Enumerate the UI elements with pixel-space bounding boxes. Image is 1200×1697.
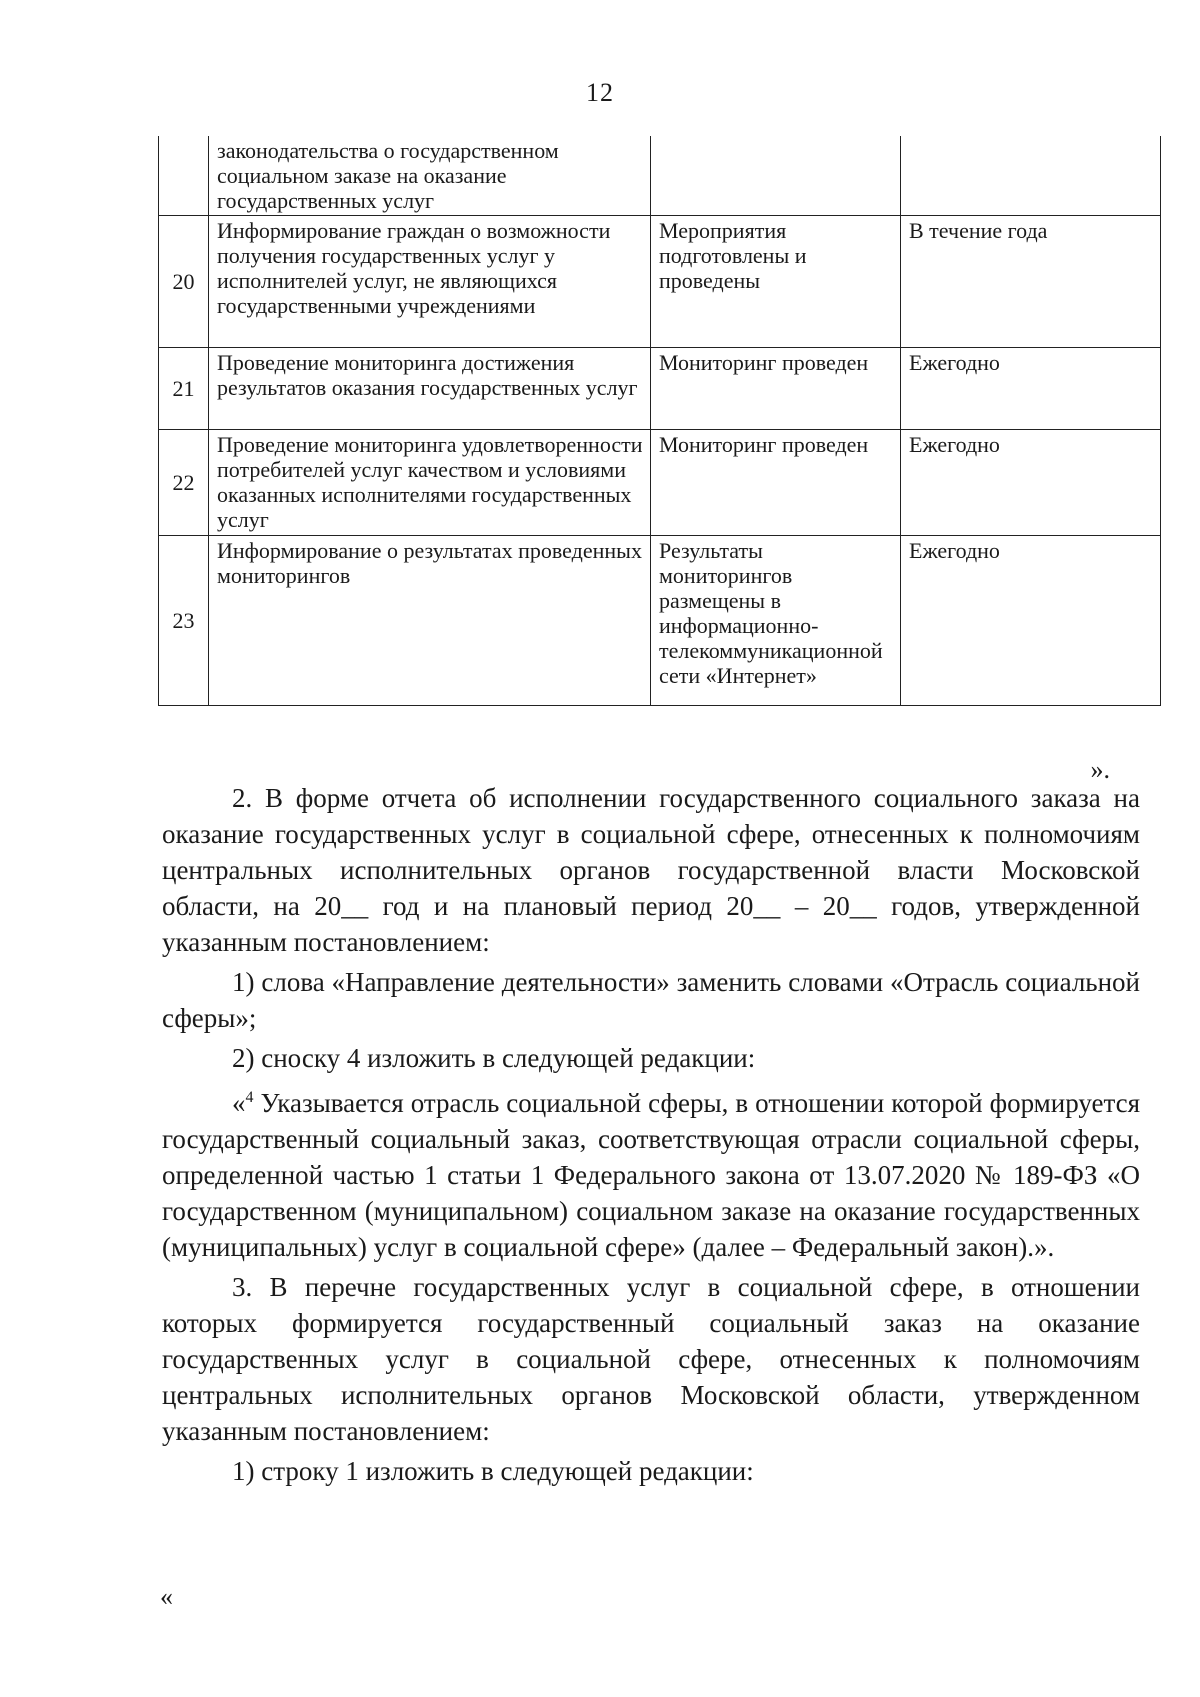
row-result — [651, 136, 901, 216]
row-number: 23 — [159, 536, 209, 706]
footnote-body: Указывается отрасль социальной сферы, в отношении которой формируется государственный социальный заказ, соответствующая отрасли социальной сферы, определенной частью 1 статьи 1 Федерального закона от 13.07.2020 № 189-ФЗ «О государственном (муниципальном) социальном заказе на оказание государственных (муниципальных) услуг в социальной сфере» (далее – Федеральный закон).». — [162, 1088, 1140, 1262]
row-result: Результаты мониторингов размещены в информационно-телекоммуникационной сети «Интернет» — [651, 536, 901, 706]
paragraph-replace-words: 1) слова «Направление деятельности» заменить словами «Отрасль социальной сферы»; — [162, 967, 1140, 1033]
row-term: В течение года — [901, 216, 1161, 348]
paragraph-services-list: 3. В перечне государственных услуг в социальной сфере, в отношении которых формируется государственный социальный заказ на оказание государственных услуг в социальной сфере, отнесенных к полномочиям центральных исполнительных органов Московской области, утвержденном указанным постановлением: — [162, 1272, 1140, 1446]
row-result: Мониторинг проведен — [651, 348, 901, 430]
row-number — [159, 136, 209, 216]
row-number: 20 — [159, 216, 209, 348]
row-description: Проведение мониторинга достижения результатов оказания государственных услуг — [209, 348, 651, 430]
row-description: законодательства о государственном социальном заказе на оказание государственных услуг — [209, 136, 651, 216]
measures-table — [158, 136, 1161, 706]
table-closing-quote: ». — [1090, 755, 1110, 784]
opening-quote: « — [160, 1582, 173, 1611]
footnote-open-quote: « — [232, 1088, 246, 1118]
row-number: 21 — [159, 348, 209, 430]
page-number: 12 — [586, 78, 614, 107]
paragraph-row-edit: 1) строку 1 изложить в следующей редакции: — [232, 1456, 754, 1486]
table-row — [159, 536, 1161, 706]
footnote-marker: 4 — [245, 1089, 254, 1106]
table-row — [159, 430, 1161, 536]
row-result: Мероприятия подготовлены и проведены — [651, 216, 901, 348]
row-description: Информирование граждан о возможности получения государственных услуг у исполнителей услуг, не являющихся государственными учреждениями — [209, 216, 651, 348]
paragraph-report-form: 2. В форме отчета об исполнении государственного социального заказа на оказание государственных услуг в социальной сфере, отнесенных к полномочиям центральных исполнительных органов государственной власти Московской области, на 20__ год и на плановый период 20__ – 20__ годов, утвержденной указанным постановлением: — [162, 783, 1140, 957]
row-description: Информирование о результатах проведенных мониторингов — [209, 536, 651, 706]
paragraph-footnote-text — [162, 1080, 1140, 1265]
row-term: Ежегодно — [901, 536, 1161, 706]
amendment-text — [162, 780, 1140, 1493]
row-number: 22 — [159, 430, 209, 536]
table-row — [159, 136, 1161, 216]
paragraph-footnote-intro: 2) сноску 4 изложить в следующей редакции: — [232, 1043, 756, 1073]
row-term: Ежегодно — [901, 430, 1161, 536]
table-row — [159, 348, 1161, 430]
row-term: Ежегодно — [901, 348, 1161, 430]
row-description: Проведение мониторинга удовлетворенности потребителей услуг качеством и условиями оказанных исполнителями государственных услуг — [209, 430, 651, 536]
table-row — [159, 216, 1161, 348]
row-term — [901, 136, 1161, 216]
row-result: Мониторинг проведен — [651, 430, 901, 536]
